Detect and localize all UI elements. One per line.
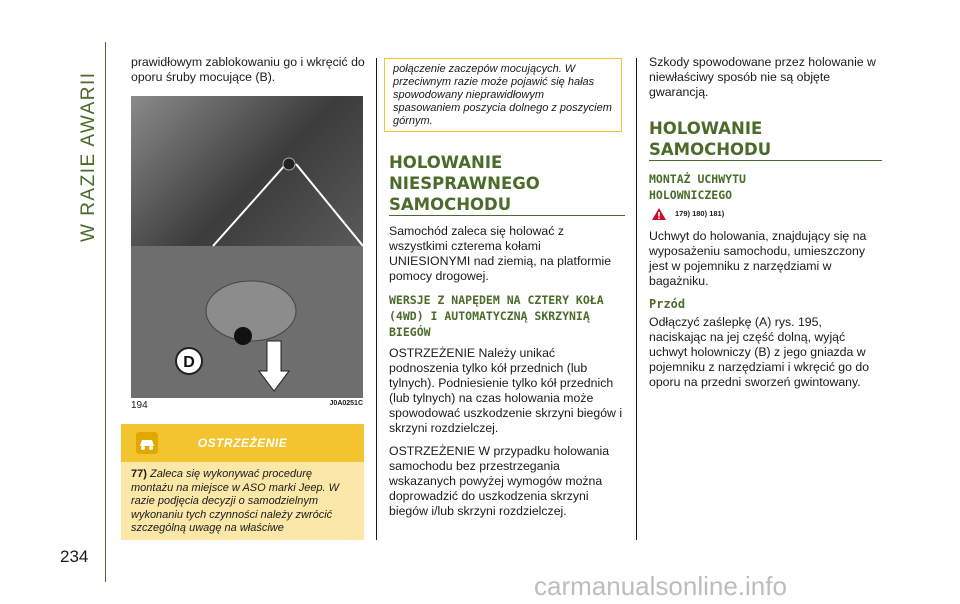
towing-paragraph-2: OSTRZEŻENIE Należy unikać podnoszenia tylko kół przednich (lub tylnych). Podniesienie tylko kół przednich (lub tylnych) na czas holowania może spowodować uszkodzenie skrzyni biegów i skrzyni rozdzielczej. xyxy=(389,346,623,435)
heading-towing-disabled: HOLOWANIE NIESPRAWNEGO SAMOCHODU xyxy=(389,153,540,214)
warning-number: 77) xyxy=(131,468,147,480)
column-3 xyxy=(649,55,882,398)
bolt-detail xyxy=(234,327,252,345)
towing-paragraph-1: Samochód zaleca się holować z wszystkimi czterema kołami UNIESIONYMI nad ziemią, na platformie pomocy drogowej. xyxy=(389,224,612,283)
towing-paragraph-3: OSTRZEŻENIE W przypadku holowania samochodu bez przestrzegania wskazanych powyżej wymogów można doprowadzić do uszkodzenia skrzyni biegów i/lub skrzyni rozdzielczej. xyxy=(389,444,610,518)
front-paragraph: Odłączyć zaślepkę (A) rys. 195, naciskając na jej część dolną, wyjąć uchwyt holowniczy (B) z jego gniazda w pojemniku z narzędziami i wkręcić go do oporu na przedni sworzeń gwintowany. xyxy=(649,315,870,389)
subheading-tow-hook: MONTAŻ UCHWYTU HOLOWNICZEGO xyxy=(649,172,746,202)
zoom-line-right xyxy=(296,164,363,246)
warning-title: OSTRZEŻENIE xyxy=(197,436,288,450)
refs: 179) 180) 181) xyxy=(675,209,725,218)
figure-overlay xyxy=(131,96,363,398)
heading-rule xyxy=(389,215,625,216)
figure-code: J0A0251C xyxy=(329,400,363,407)
note-box: połączenie zaczepów mocujących. W przeciwnym razie może pojawić się hałas spowodowany nieprawidłowym spasowaniem poszycia dolnego z poszyciem górnym. xyxy=(384,58,622,132)
figure-194 xyxy=(131,96,363,398)
zoom-line-left xyxy=(213,164,286,246)
watermark: carmanualsonline.info xyxy=(534,571,787,601)
heading-towing-vehicle: HOLOWANIE SAMOCHODU xyxy=(649,119,772,159)
bolt-top xyxy=(283,158,295,170)
figure-label: D xyxy=(183,354,195,371)
figure-number: 194 xyxy=(131,400,148,411)
warning-box xyxy=(121,424,364,540)
warning-text: Zaleca się wykonywać procedurę montażu na miejsce w ASO marki Jeep. W razie podjęcia decyzji o samodzielnym wykonaniu tych czynności należy zwrócić szczególną uwagę na właściwe xyxy=(131,468,340,534)
subheading-4wd: WERSJE Z NAPĘDEM NA CZTERY KOŁA (4WD) I AUTOMATYCZNĄ SKRZYNIĄ BIEGÓW xyxy=(389,293,604,339)
warning-header xyxy=(121,424,364,462)
front-heading: Przód xyxy=(649,297,686,311)
danger-icon xyxy=(651,207,667,221)
intro-text: prawidłowym zablokowaniu go i wkręcić do oporu śruby mocujące (B). xyxy=(131,55,365,84)
refs-row xyxy=(649,207,882,223)
column-1 xyxy=(131,55,366,93)
chapter-divider xyxy=(105,42,106,582)
column-2 xyxy=(389,152,625,527)
tow-hook-paragraph: Uchwyt do holowania, znajdujący się na wyposażeniu samochodu, umieszczony jest w pojemniku z narzędziami w bagażniku. xyxy=(649,229,867,288)
down-arrow xyxy=(259,341,289,391)
column-divider-2 xyxy=(636,58,637,540)
warning-body xyxy=(121,462,364,536)
page-number: 234 xyxy=(60,547,89,566)
chapter-title: W RAZIE AWARII xyxy=(78,71,99,242)
heading-rule-2 xyxy=(649,160,882,161)
warranty-text: Szkody spowodowane przez holowanie w niewłaściwy sposób nie są objęte gwarancją. xyxy=(649,55,876,99)
column-divider-1 xyxy=(376,58,377,540)
